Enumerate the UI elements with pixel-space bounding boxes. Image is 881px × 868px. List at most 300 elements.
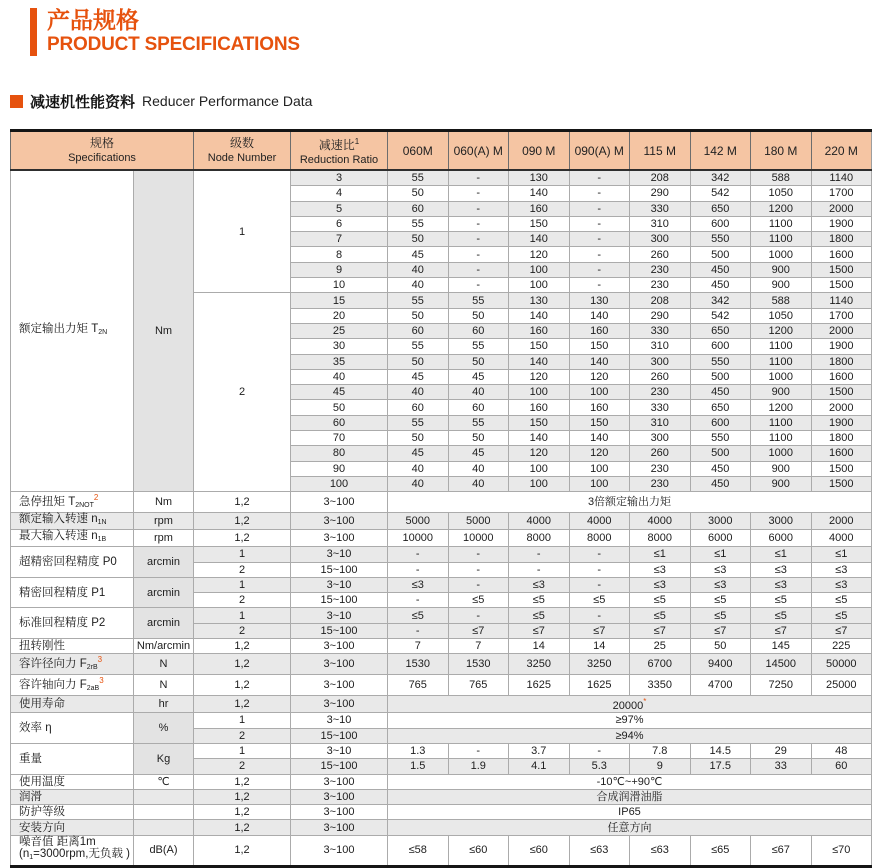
value-cell: 330: [630, 323, 691, 338]
table-row: [11, 547, 872, 562]
title-accent-bar: [30, 8, 37, 56]
ratio-cell: 10: [291, 278, 388, 293]
value-cell: 60: [388, 201, 449, 216]
value-cell: 1600: [811, 247, 872, 262]
value-cell: 1.3: [388, 743, 449, 758]
value-cell: 600: [690, 216, 751, 231]
value-cell: 45: [388, 446, 449, 461]
value-cell: 145: [751, 639, 812, 654]
value-cell: 60: [448, 323, 509, 338]
spec-column-header: 规格 Specifications: [11, 131, 194, 171]
value-cell: 1.9: [448, 759, 509, 774]
value-cell: 50: [448, 354, 509, 369]
value-cell: -: [569, 562, 630, 577]
value-cell: ≤65: [690, 835, 751, 866]
value-cell: ≤60: [448, 835, 509, 866]
table-row: [11, 743, 872, 758]
value-cell: 60: [388, 400, 449, 415]
ratio-cell: 3~100: [291, 835, 388, 866]
unit-cell: arcmin: [134, 608, 194, 639]
node-cell: 1,2: [194, 805, 291, 820]
value-cell: -: [388, 547, 449, 562]
node-cell: 1: [194, 743, 291, 758]
unit-cell: %: [134, 713, 194, 744]
table-row: [11, 805, 872, 820]
value-cell: 1200: [751, 323, 812, 338]
value-cell: 500: [690, 369, 751, 384]
section-title-zh: 减速机性能资料: [30, 93, 136, 111]
model-column-header: 090 M: [509, 131, 570, 171]
value-cell: 1625: [569, 675, 630, 696]
ratio-cell: 15~100: [291, 593, 388, 608]
value-cell: 100: [569, 476, 630, 491]
ratio-cell: 15~100: [291, 623, 388, 638]
spec-label-cell: 重量: [11, 743, 134, 774]
value-cell: -: [388, 593, 449, 608]
table-row: [11, 513, 872, 530]
value-cell: -: [569, 170, 630, 186]
merged-value-cell: 合成润滑油脂: [388, 789, 872, 804]
value-cell: 1100: [751, 216, 812, 231]
value-cell: 120: [569, 369, 630, 384]
value-cell: 1500: [811, 385, 872, 400]
value-cell: -: [388, 562, 449, 577]
value-cell: 310: [630, 216, 691, 231]
ratio-cell: 3~100: [291, 774, 388, 789]
value-cell: 208: [630, 293, 691, 308]
spec-label-cell: 噪音值 距离1m (n1=3000rpm,无负载 ): [11, 835, 134, 866]
value-cell: 542: [690, 308, 751, 323]
ratio-cell: 3~10: [291, 577, 388, 592]
node-cell: 1,2: [194, 835, 291, 866]
value-cell: 55: [388, 339, 449, 354]
table-row: [11, 639, 872, 654]
ratio-cell: 8: [291, 247, 388, 262]
value-cell: 140: [509, 308, 570, 323]
value-cell: ≤7: [690, 623, 751, 638]
value-cell: 55: [388, 415, 449, 430]
value-cell: 342: [690, 170, 751, 186]
table-row: [11, 577, 872, 592]
value-cell: 342: [690, 293, 751, 308]
value-cell: 1500: [811, 476, 872, 491]
ratio-cell: 3~10: [291, 743, 388, 758]
model-column-header: 220 M: [811, 131, 872, 171]
value-cell: 160: [569, 400, 630, 415]
unit-cell: arcmin: [134, 577, 194, 608]
spec-label-cell: 使用温度: [11, 774, 134, 789]
value-cell: 160: [509, 400, 570, 415]
value-cell: -: [448, 186, 509, 201]
value-cell: 500: [690, 446, 751, 461]
value-cell: 1900: [811, 339, 872, 354]
value-cell: 1530: [448, 654, 509, 675]
value-cell: 1100: [751, 354, 812, 369]
value-cell: -: [448, 201, 509, 216]
node-cell: 2: [194, 562, 291, 577]
model-column-header: 142 M: [690, 131, 751, 171]
value-cell: 1000: [751, 247, 812, 262]
value-cell: 40: [448, 476, 509, 491]
value-cell: 48: [811, 743, 872, 758]
value-cell: 55: [448, 339, 509, 354]
value-cell: ≤70: [811, 835, 872, 866]
value-cell: 600: [690, 415, 751, 430]
value-cell: 310: [630, 415, 691, 430]
value-cell: ≤63: [569, 835, 630, 866]
ratio-cell: 3~100: [291, 530, 388, 547]
value-cell: ≤67: [751, 835, 812, 866]
value-cell: -: [569, 743, 630, 758]
spec-label-cell: 额定输入转速 n1N: [11, 513, 134, 530]
value-cell: 1100: [751, 232, 812, 247]
value-cell: -: [448, 232, 509, 247]
value-cell: 14500: [751, 654, 812, 675]
value-cell: 765: [448, 675, 509, 696]
node-cell: 2: [194, 623, 291, 638]
table-row: [11, 835, 872, 866]
unit-cell: arcmin: [134, 547, 194, 578]
value-cell: 650: [690, 323, 751, 338]
value-cell: ≤3: [630, 577, 691, 592]
value-cell: 1500: [811, 278, 872, 293]
spec-label-cell: 容许轴向力 $F2aB^3$: [11, 675, 134, 696]
value-cell: 1700: [811, 186, 872, 201]
value-cell: 4000: [569, 513, 630, 530]
value-cell: 300: [630, 354, 691, 369]
value-cell: 5000: [388, 513, 449, 530]
value-cell: 10000: [388, 530, 449, 547]
value-cell: -: [448, 547, 509, 562]
value-cell: 3250: [509, 654, 570, 675]
value-cell: 300: [630, 431, 691, 446]
value-cell: 450: [690, 476, 751, 491]
value-cell: 4700: [690, 675, 751, 696]
value-cell: 230: [630, 476, 691, 491]
value-cell: 50: [388, 186, 449, 201]
ratio-cell: 15~100: [291, 562, 388, 577]
performance-table: [10, 129, 872, 868]
value-cell: -: [448, 577, 509, 592]
value-cell: 4000: [509, 513, 570, 530]
value-cell: 900: [751, 476, 812, 491]
value-cell: ≤7: [509, 623, 570, 638]
value-cell: 9400: [690, 654, 751, 675]
node-cell: 1: [194, 170, 291, 293]
value-cell: ≤7: [751, 623, 812, 638]
spec-label-cell: 标准回程精度 P2: [11, 608, 134, 639]
value-cell: 140: [509, 354, 570, 369]
value-cell: 1600: [811, 369, 872, 384]
value-cell: -: [569, 262, 630, 277]
table-header: [11, 131, 872, 171]
value-cell: 650: [690, 201, 751, 216]
value-cell: ≤3: [630, 562, 691, 577]
value-cell: 1530: [388, 654, 449, 675]
table-row: [11, 608, 872, 623]
value-cell: 3000: [690, 513, 751, 530]
value-cell: -: [448, 170, 509, 186]
unit-cell: N: [134, 654, 194, 675]
value-cell: ≤5: [811, 593, 872, 608]
value-cell: 900: [751, 461, 812, 476]
ratio-cell: 3~100: [291, 492, 388, 513]
value-cell: 1500: [811, 461, 872, 476]
unit-cell: Nm: [134, 492, 194, 513]
value-cell: 120: [569, 446, 630, 461]
model-column-header: 115 M: [630, 131, 691, 171]
ratio-cell: 35: [291, 354, 388, 369]
node-column-header-en: Node Number: [207, 152, 277, 164]
node-cell: 1: [194, 713, 291, 728]
value-cell: ≤7: [448, 623, 509, 638]
value-cell: 140: [569, 308, 630, 323]
value-cell: 450: [690, 461, 751, 476]
ratio-column-header-en: Reduction Ratio: [299, 153, 379, 166]
ratio-cell: 20: [291, 308, 388, 323]
value-cell: ≤7: [630, 623, 691, 638]
value-cell: 290: [630, 186, 691, 201]
value-cell: 40: [448, 385, 509, 400]
value-cell: 1050: [751, 308, 812, 323]
value-cell: 40: [388, 461, 449, 476]
value-cell: 40: [388, 262, 449, 277]
value-cell: 230: [630, 262, 691, 277]
value-cell: 1140: [811, 170, 872, 186]
value-cell: 450: [690, 385, 751, 400]
value-cell: 45: [388, 369, 449, 384]
value-cell: 230: [630, 385, 691, 400]
node-cell: 1: [194, 608, 291, 623]
value-cell: 6000: [751, 530, 812, 547]
unit-cell: ℃: [134, 774, 194, 789]
value-cell: 230: [630, 461, 691, 476]
value-cell: 100: [509, 278, 570, 293]
value-cell: 3.7: [509, 743, 570, 758]
value-cell: 550: [690, 431, 751, 446]
value-cell: 50: [448, 308, 509, 323]
node-cell: 1: [194, 577, 291, 592]
value-cell: 40: [388, 476, 449, 491]
unit-cell: N: [134, 675, 194, 696]
value-cell: 8000: [630, 530, 691, 547]
value-cell: 7: [448, 639, 509, 654]
value-cell: 17.5: [690, 759, 751, 774]
value-cell: -: [569, 247, 630, 262]
spec-label-cell: 扭转刚性: [11, 639, 134, 654]
section-bullet-icon: [10, 95, 23, 108]
value-cell: 14: [569, 639, 630, 654]
value-cell: 500: [690, 247, 751, 262]
value-cell: 2000: [811, 400, 872, 415]
value-cell: 100: [509, 262, 570, 277]
value-cell: -: [569, 278, 630, 293]
ratio-cell: 15: [291, 293, 388, 308]
section-title-en: Reducer Performance Data: [142, 93, 313, 109]
value-cell: ≤3: [388, 577, 449, 592]
unit-cell: rpm: [134, 513, 194, 530]
unit-cell: rpm: [134, 530, 194, 547]
value-cell: ≤5: [569, 593, 630, 608]
value-cell: 650: [690, 400, 751, 415]
page-title-en: PRODUCT SPECIFICATIONS: [47, 34, 300, 55]
value-cell: 260: [630, 247, 691, 262]
spec-label-cell: 效率 η: [11, 713, 134, 744]
value-cell: 1500: [811, 262, 872, 277]
spec-label-cell: 额定输出力矩 T2N: [11, 170, 134, 492]
ratio-cell: 3~100: [291, 789, 388, 804]
value-cell: 2000: [811, 513, 872, 530]
ratio-cell: 50: [291, 400, 388, 415]
value-cell: -: [509, 562, 570, 577]
unit-cell: Nm: [134, 170, 194, 492]
node-cell: 1,2: [194, 639, 291, 654]
value-cell: 120: [509, 446, 570, 461]
value-cell: 5.3: [569, 759, 630, 774]
value-cell: 140: [569, 431, 630, 446]
ratio-cell: 3~10: [291, 547, 388, 562]
value-cell: 120: [509, 247, 570, 262]
spec-label-cell: 使用寿命: [11, 696, 134, 713]
value-cell: 3000: [751, 513, 812, 530]
spec-label-cell: 防护等级: [11, 805, 134, 820]
value-cell: ≤5: [630, 608, 691, 623]
value-cell: 542: [690, 186, 751, 201]
value-cell: 7250: [751, 675, 812, 696]
value-cell: 50: [690, 639, 751, 654]
table-row: [11, 789, 872, 804]
value-cell: 50: [388, 232, 449, 247]
value-cell: 2000: [811, 201, 872, 216]
value-cell: -: [388, 623, 449, 638]
table-row: [11, 820, 872, 835]
value-cell: ≤5: [388, 608, 449, 623]
unit-cell: dB(A): [134, 835, 194, 866]
merged-value-cell: -10℃~+90℃: [388, 774, 872, 789]
table-body: [11, 170, 872, 866]
ratio-cell: 25: [291, 323, 388, 338]
value-cell: 1000: [751, 446, 812, 461]
ratio-cell: 3~100: [291, 696, 388, 713]
model-column-header: 060(A) M: [448, 131, 509, 171]
value-cell: 50: [388, 354, 449, 369]
value-cell: 130: [569, 293, 630, 308]
value-cell: 1700: [811, 308, 872, 323]
node-cell: 2: [194, 293, 291, 492]
ratio-column-header: 减速比$^1$ Reduction Ratio: [291, 131, 388, 171]
merged-value-cell: ≥97%: [388, 713, 872, 728]
node-cell: 1,2: [194, 530, 291, 547]
value-cell: -: [569, 201, 630, 216]
ratio-cell: 3: [291, 170, 388, 186]
value-cell: 450: [690, 262, 751, 277]
value-cell: ≤3: [690, 562, 751, 577]
value-cell: 50: [448, 431, 509, 446]
value-cell: 130: [509, 170, 570, 186]
value-cell: ≤3: [811, 577, 872, 592]
table-row: [11, 713, 872, 728]
node-cell: 2: [194, 728, 291, 743]
unit-cell: Kg: [134, 743, 194, 774]
value-cell: ≤7: [811, 623, 872, 638]
unit-cell: [134, 820, 194, 835]
value-cell: 1100: [751, 415, 812, 430]
value-cell: 55: [388, 170, 449, 186]
node-cell: 1,2: [194, 513, 291, 530]
value-cell: 600: [690, 339, 751, 354]
value-cell: -: [569, 186, 630, 201]
ratio-cell: 100: [291, 476, 388, 491]
value-cell: 330: [630, 400, 691, 415]
value-cell: ≤1: [811, 547, 872, 562]
ratio-cell: 40: [291, 369, 388, 384]
value-cell: ≤3: [690, 577, 751, 592]
value-cell: -: [569, 608, 630, 623]
node-cell: 2: [194, 593, 291, 608]
header-row: [11, 131, 872, 171]
value-cell: 3350: [630, 675, 691, 696]
value-cell: 40: [448, 461, 509, 476]
spec-label-cell: 精密回程精度 P1: [11, 577, 134, 608]
value-cell: ≤5: [751, 593, 812, 608]
value-cell: 290: [630, 308, 691, 323]
ratio-cell: 90: [291, 461, 388, 476]
value-cell: 120: [509, 369, 570, 384]
value-cell: 8000: [569, 530, 630, 547]
ratio-cell: 3~100: [291, 654, 388, 675]
value-cell: ≤5: [811, 608, 872, 623]
ratio-cell: 15~100: [291, 759, 388, 774]
value-cell: 7.8: [630, 743, 691, 758]
value-cell: 10000: [448, 530, 509, 547]
spec-label-cell: 安装方向: [11, 820, 134, 835]
value-cell: 45: [388, 247, 449, 262]
value-cell: ≤5: [690, 608, 751, 623]
ratio-cell: 3~100: [291, 639, 388, 654]
table-row: [11, 774, 872, 789]
value-cell: 60: [388, 323, 449, 338]
value-cell: 225: [811, 639, 872, 654]
value-cell: 150: [569, 415, 630, 430]
value-cell: 2000: [811, 323, 872, 338]
node-cell: 1,2: [194, 789, 291, 804]
ratio-cell: 3~100: [291, 675, 388, 696]
table-row: [11, 654, 872, 675]
value-cell: ≤5: [448, 593, 509, 608]
value-cell: 208: [630, 170, 691, 186]
spec-label-cell: 容许径向力 $F2rB^3$: [11, 654, 134, 675]
merged-value-cell: 3倍额定输出力矩: [388, 492, 872, 513]
value-cell: 550: [690, 232, 751, 247]
value-cell: ≤1: [630, 547, 691, 562]
value-cell: ≤60: [509, 835, 570, 866]
value-cell: 9: [630, 759, 691, 774]
value-cell: 4.1: [509, 759, 570, 774]
value-cell: 230: [630, 278, 691, 293]
value-cell: 1000: [751, 369, 812, 384]
spec-label-cell: 急停扭矩 T2NOT$^2$: [11, 492, 134, 513]
value-cell: 45: [448, 369, 509, 384]
value-cell: 50000: [811, 654, 872, 675]
table-row: [11, 675, 872, 696]
value-cell: 130: [509, 293, 570, 308]
value-cell: ≤3: [811, 562, 872, 577]
ratio-cell: 80: [291, 446, 388, 461]
value-cell: 5000: [448, 513, 509, 530]
table-row: [11, 696, 872, 713]
value-cell: 450: [690, 278, 751, 293]
value-cell: ≤5: [630, 593, 691, 608]
